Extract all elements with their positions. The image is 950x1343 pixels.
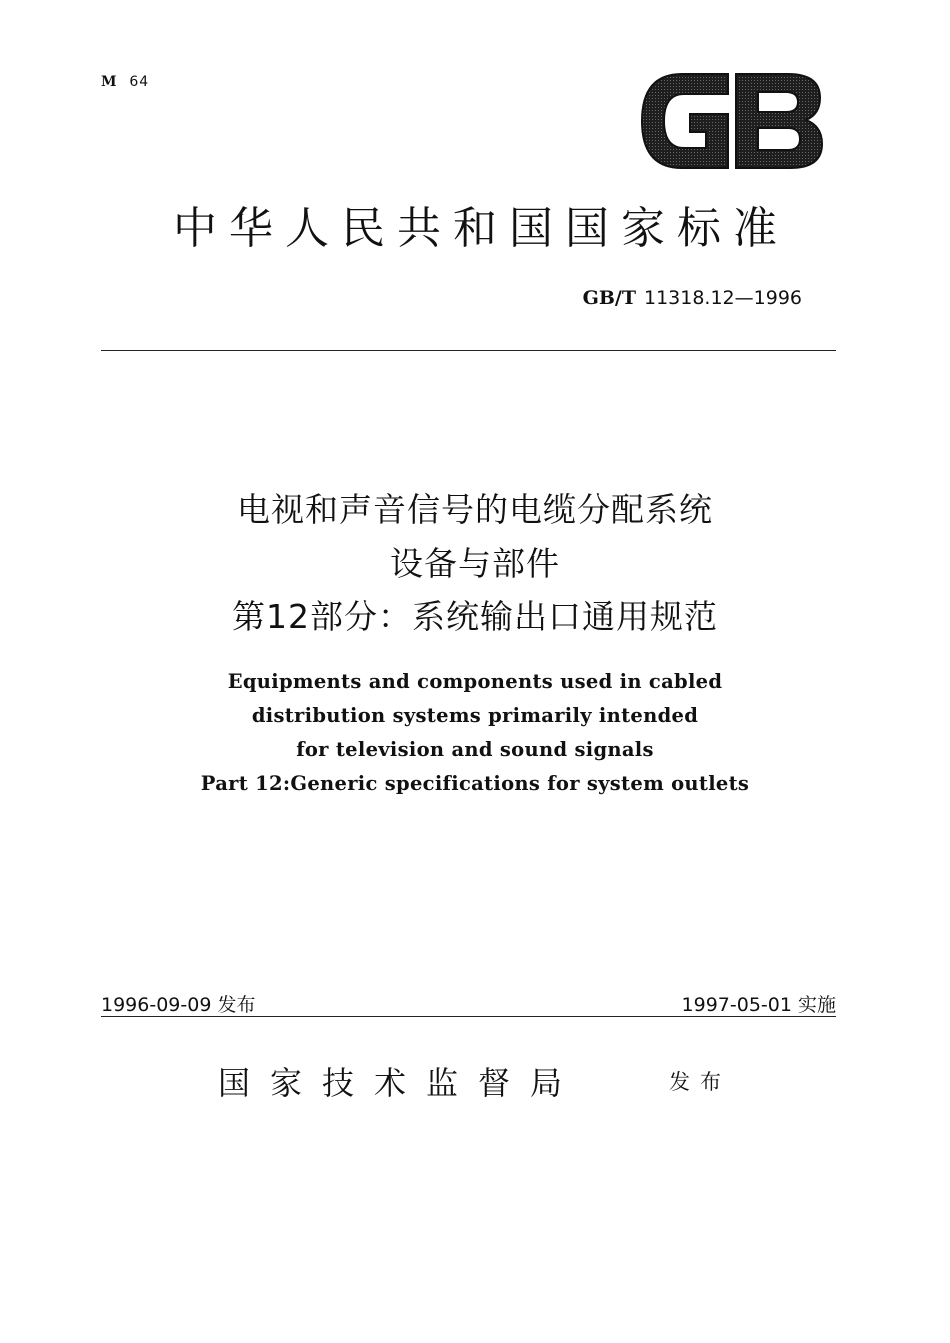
- standard-number: [583, 287, 802, 309]
- classification-code: [101, 74, 149, 90]
- bottom-divider: [101, 1016, 836, 1017]
- national-standard-title: 中华人民共和国国家标准: [173, 203, 789, 254]
- en-title-line-4: Part 12:Generic specifications for system outlets: [200, 772, 750, 795]
- classification-number: 64: [129, 74, 150, 90]
- cn-title-line-3: 第12部分：系统输出口通用规范: [232, 597, 718, 636]
- issue-date: 1996-09-09 发布: [101, 994, 256, 1016]
- cn-title-line-1: 电视和声音信号的电缆分配系统: [237, 490, 713, 529]
- gb-logo: [636, 70, 826, 172]
- standard-value: 11318.12—1996: [643, 287, 802, 309]
- top-divider: [101, 350, 836, 351]
- en-title-line-3: for television and sound signals: [296, 738, 654, 761]
- en-title-line-2: distribution systems primarily intended: [251, 704, 699, 727]
- issued-label: 发布: [669, 1070, 731, 1094]
- classification-letter: M: [101, 74, 118, 90]
- cn-title-line-2: 设备与部件: [390, 544, 560, 583]
- effective-date: 1997-05-01 实施: [681, 994, 836, 1016]
- issuing-authority: 国家技术监督局: [218, 1064, 583, 1102]
- standard-prefix: GB/T: [582, 287, 636, 309]
- en-title-line-1: Equipments and components used in cabled: [227, 670, 723, 693]
- gb-logo-icon: [636, 70, 826, 172]
